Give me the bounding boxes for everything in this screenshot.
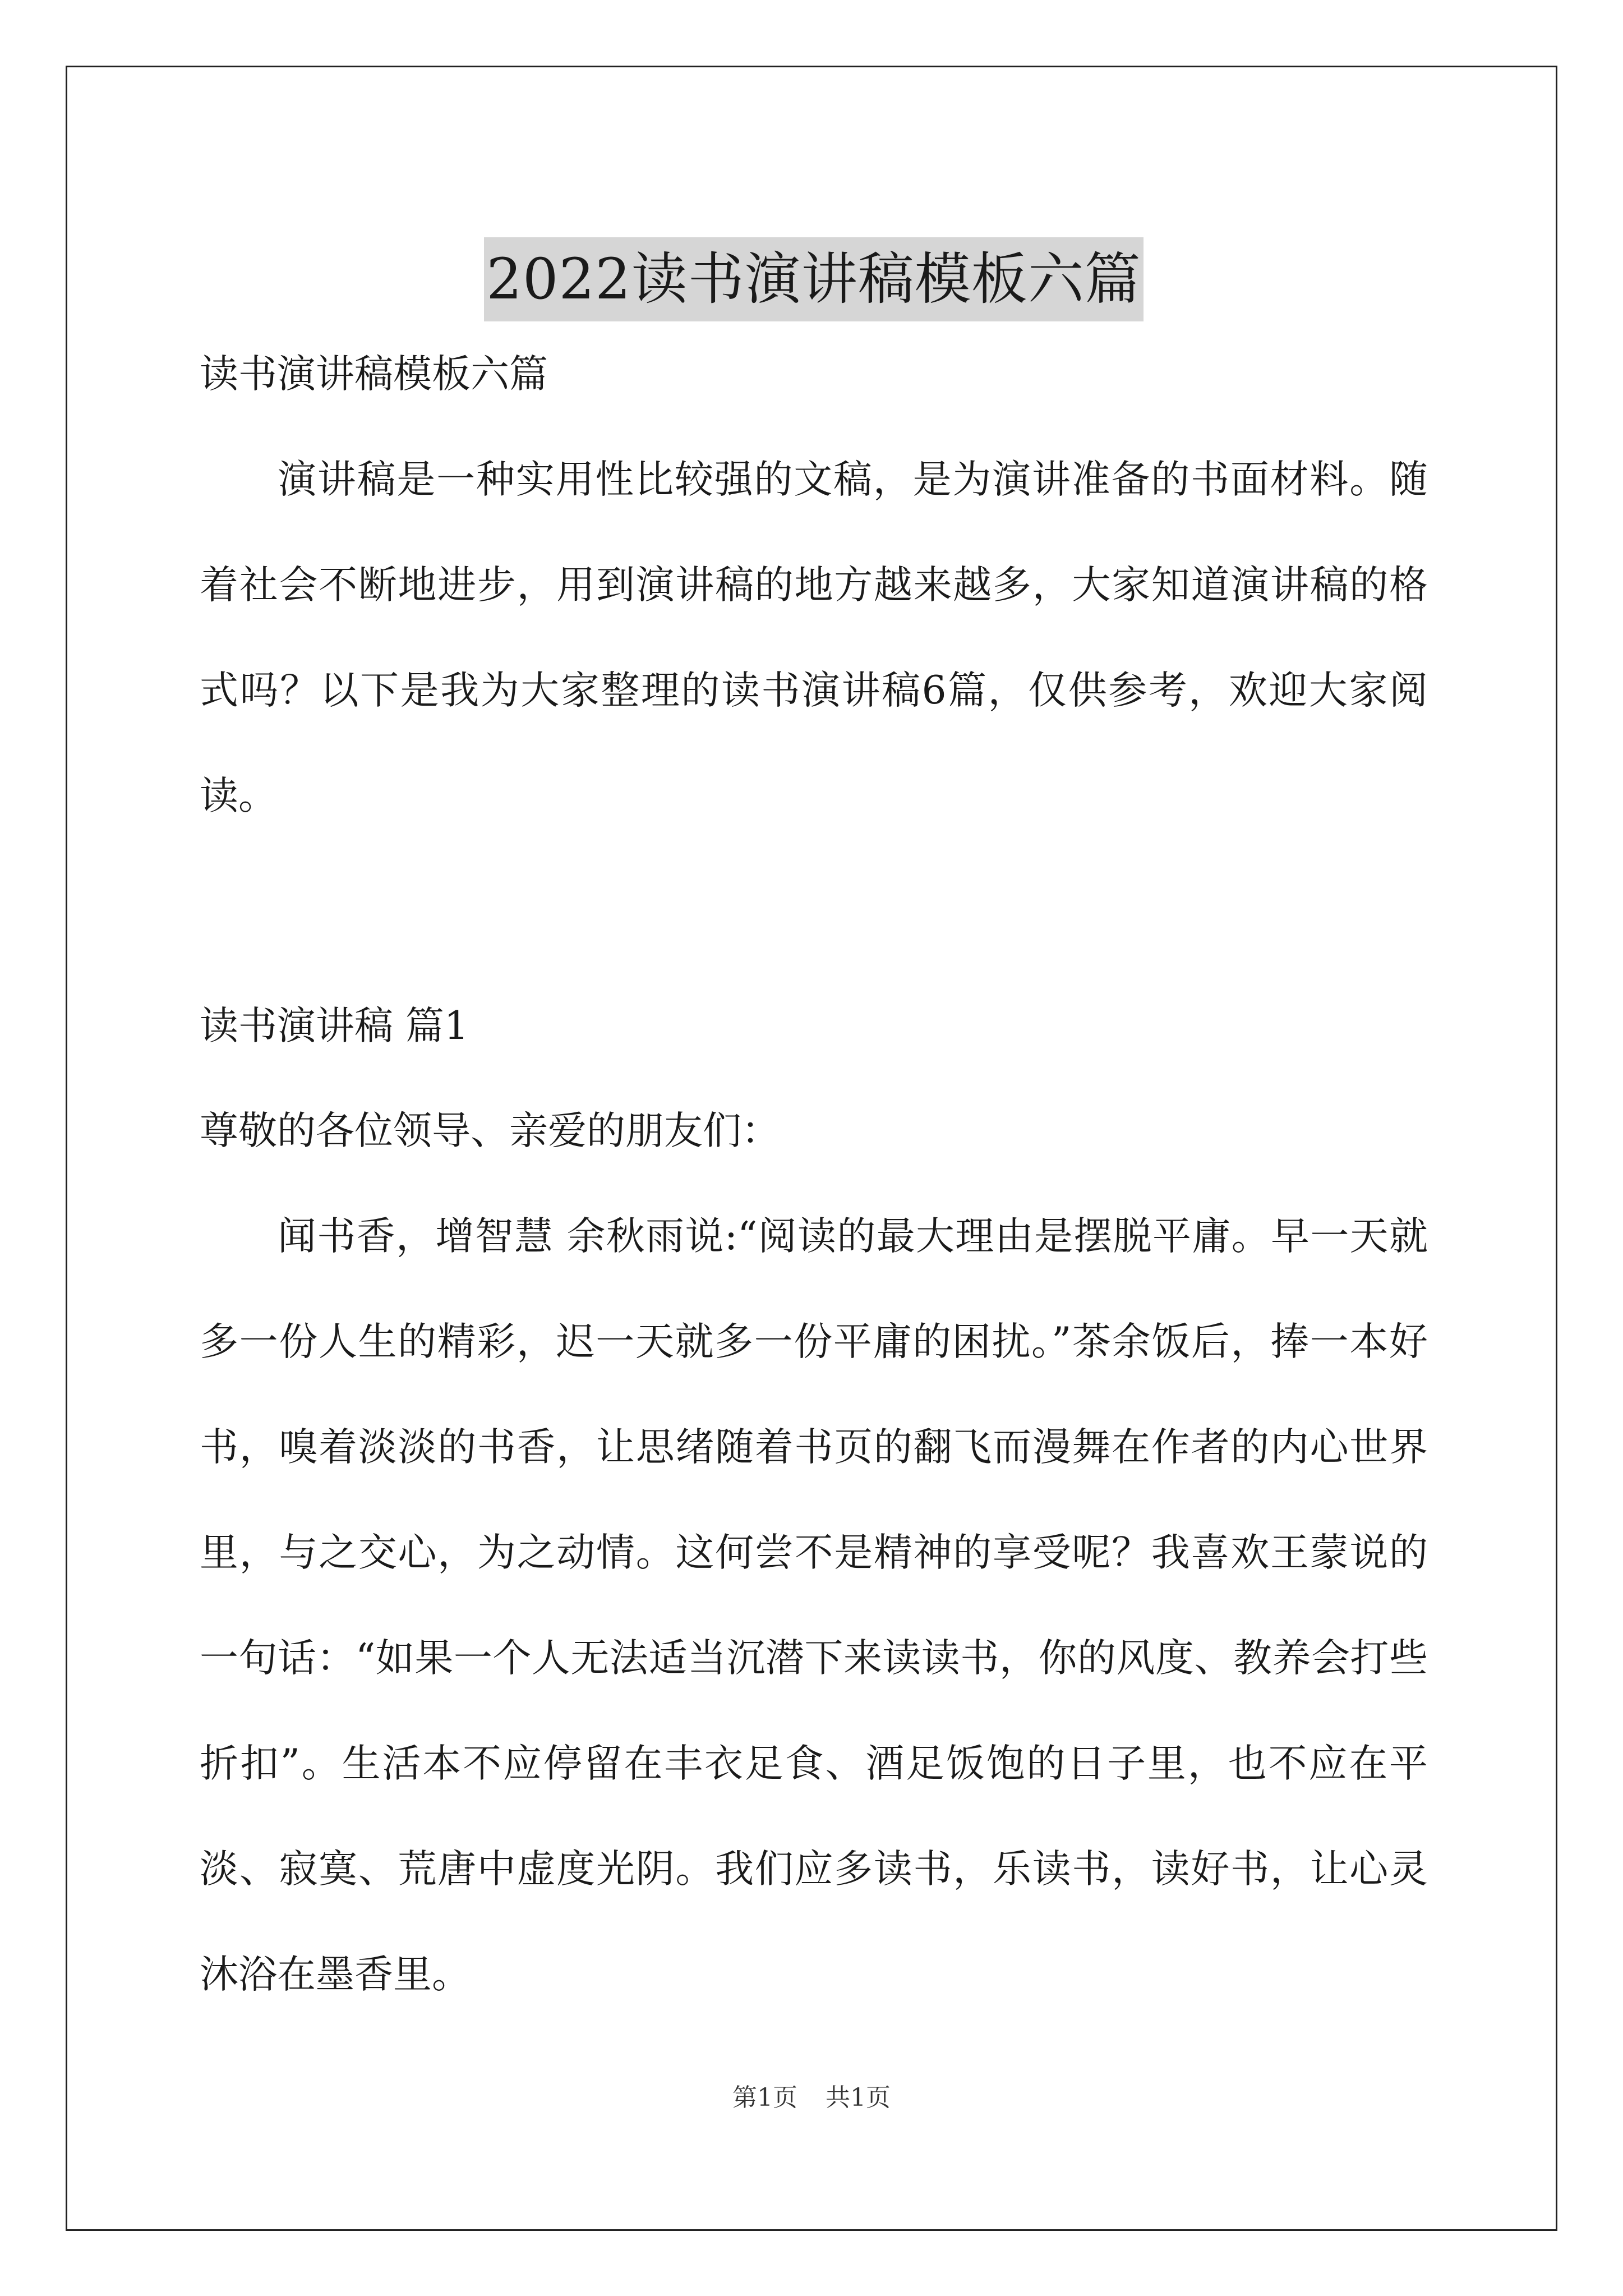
intro-paragraph: 演讲稿是一种实用性比较强的文稿，是为演讲准备的书面材料。随着社会不断地进步，用到演讲稿的地方越来越多，大家知道演讲稿的格式吗？以下是我为大家整理的读书演讲稿6篇，仅供参考，欢迎大家阅读。 (200, 457, 1428, 818)
greeting-line: 尊敬的各位领导、亲爱的朋友们： (200, 1108, 780, 1153)
document-body (200, 200, 1428, 2027)
document-title: 2022读书演讲稿模板六篇 (484, 237, 1144, 321)
title-wrap (200, 200, 1428, 312)
page-footer (0, 2081, 1623, 2115)
page-number-current: 第1页 (732, 2083, 797, 2112)
body-paragraph: 闻书香，增智慧 余秋雨说:“阅读的最大理由是摆脱平庸。早一天就多一份人生的精彩，迟一天就多一份平庸的困扰。”茶余饭后，捧一本好书，嗅着淡淡的书香，让思绪随着书页的翻飞而漫舞在作者的内心世界里，与之交心，为之动情。这何尝不是精神的享受呢？我喜欢王蒙说的一句话：“如果一个人无法适当沉潜下来读读书，你的风度、教养会打些折扣”。生活本不应停留在丰衣足食、酒足饭饱的日子里，也不应在平淡、寂寞、荒唐中虚度光阴。我们应多读书，乐读书，读好书，让心灵沐浴在墨香里。 (200, 1214, 1428, 1997)
section-heading: 读书演讲稿 篇1 (200, 1004, 469, 1048)
page-number-total: 共1页 (826, 2083, 891, 2112)
document-subtitle: 读书演讲稿模板六篇 (200, 352, 548, 397)
